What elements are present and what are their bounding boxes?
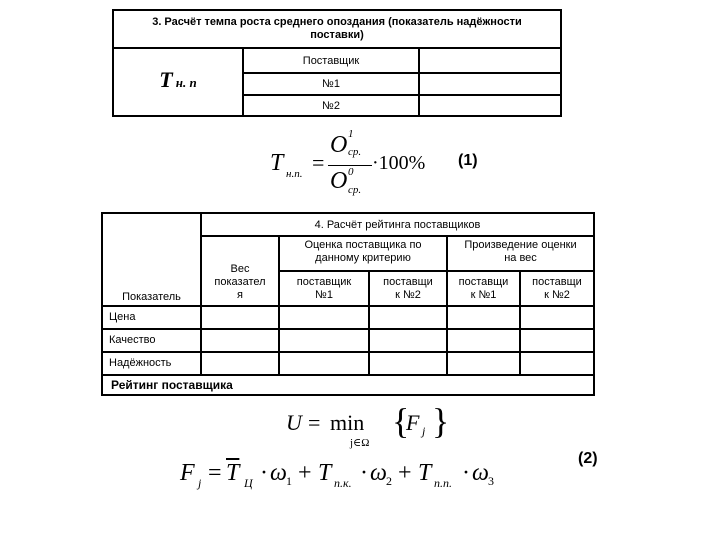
sub-col-eval-1	[280, 276, 368, 302]
formula-2-brace-open: {	[392, 401, 410, 441]
formula-2-brace-close: }	[432, 401, 450, 441]
formula-2-w1: ω	[270, 460, 287, 486]
sub-col-eval-1-line-1: поставщик	[296, 276, 352, 288]
formula-2-f-sub: j	[422, 424, 426, 438]
formula-2-number: (2)	[578, 450, 598, 467]
sub-col-eval-2	[370, 276, 446, 302]
sub-col-eval-1-line-2: №1	[315, 289, 333, 301]
table-2-title: 4. Расчёт рейтинга поставщиков	[314, 219, 481, 231]
formula-2-plus-2: +	[398, 460, 412, 486]
table-2-hline	[200, 235, 593, 237]
formula-2-dot-2: ·	[360, 460, 368, 486]
col-weight-line-1: Вес	[230, 263, 250, 275]
group-product-line-1: Произведение оценки	[464, 239, 577, 251]
sub-col-product-1-line-1: поставщи	[458, 276, 509, 288]
sub-col-product-1-line-2: к №1	[470, 289, 497, 301]
formula-2-f: F	[406, 410, 420, 435]
table-1-title-line-1: 3. Расчёт темпа роста среднего опоздания (показатель надёжности	[152, 16, 522, 28]
formula-2-u: U	[286, 410, 302, 435]
row-label-main: T	[159, 67, 173, 92]
formula-1-num-sup: 1	[348, 128, 354, 140]
table-1-hline	[242, 72, 560, 74]
formula-2-t3: T	[418, 460, 432, 486]
table-1-title-line-2: поставки)	[310, 29, 364, 41]
sub-col-product-1	[448, 276, 519, 302]
formula-2-w3-sub: 3	[488, 474, 494, 488]
group-eval-line-1: Оценка поставщика по	[304, 239, 422, 251]
formula-2-w2: ω	[370, 460, 387, 486]
row-reliability: Надёжность	[109, 357, 172, 369]
row-label-tnp	[114, 67, 242, 92]
formula-1-den-sup: 0	[348, 166, 354, 178]
formula-1-num-letter: O	[330, 132, 348, 158]
formula-1-num-sub: ср.	[348, 146, 362, 158]
col-weight-line-3: я	[237, 289, 243, 301]
table-1-hline	[114, 47, 560, 49]
table-1-title	[114, 16, 560, 42]
formula-2-line-1	[286, 401, 466, 450]
formula-2-w1-sub: 1	[286, 474, 292, 488]
table-2-hline	[278, 270, 593, 272]
formula-2-dot-3: ·	[462, 460, 470, 486]
table-1-hline	[242, 94, 560, 96]
formula-2-min: min	[330, 410, 365, 435]
formula-2-t3-sub: п.п.	[434, 476, 452, 490]
formula-2-fj: F	[180, 460, 195, 486]
formula-2-t1: $\overline{T}$	[226, 460, 240, 486]
row-price: Цена	[109, 311, 136, 323]
group-eval-line-2: данному критерию	[315, 252, 411, 264]
sub-col-eval-2-line-1: поставщи	[383, 276, 433, 288]
formula-2-plus-1: +	[298, 460, 312, 486]
col-weight-line-2: показател	[214, 276, 266, 288]
col-indicator: Показатель	[122, 291, 181, 303]
row-label-sub: н. п	[175, 75, 197, 90]
formula-2-eq: =	[208, 460, 222, 486]
formula-2-w2-sub: 2	[386, 474, 392, 488]
formula-1-lhs: T	[270, 150, 284, 176]
formula-1-number: (1)	[458, 152, 478, 169]
formula-1	[268, 124, 438, 208]
row-quality: Качество	[109, 334, 156, 346]
sub-col-product-2	[521, 276, 593, 302]
formula-2-w3: ω	[472, 460, 489, 486]
formula-2-t2-sub: п.к.	[334, 476, 352, 490]
formula-1-tail: ·100%	[372, 152, 426, 174]
col-weight	[202, 263, 278, 302]
row-supplier-1: №1	[322, 78, 340, 90]
rating-label: Рейтинг поставщика	[111, 378, 233, 392]
sub-col-eval-2-line-2: к №2	[395, 289, 421, 301]
formula-2-line-2	[180, 456, 560, 496]
formula-2-t2: T	[318, 460, 332, 486]
formula-1-den-letter: O	[330, 168, 348, 194]
group-product-line-2: на вес	[504, 252, 537, 264]
group-product-header	[448, 239, 593, 265]
table-2	[101, 212, 595, 396]
table-1-vline	[418, 47, 420, 115]
sub-col-product-2-line-2: к №2	[544, 289, 570, 301]
table-2-hline	[103, 374, 593, 376]
sub-col-product-2-line-1: поставщи	[532, 276, 582, 288]
formula-1-equals: =	[312, 150, 325, 175]
formula-2-fj-sub: j	[198, 476, 202, 490]
table-1	[112, 9, 562, 117]
formula-2-equals: =	[308, 410, 321, 435]
formula-2-dot-1: ·	[260, 460, 268, 486]
formula-2-under: j∈Ω	[350, 437, 370, 449]
formula-2-t1-sub: Ц	[244, 476, 253, 490]
group-eval-header	[280, 239, 446, 265]
formula-1-lhs-sub: н.п.	[286, 168, 303, 180]
supplier-header: Поставщик	[302, 55, 360, 67]
formula-1-den-sub: ср.	[348, 184, 362, 196]
row-supplier-2: №2	[322, 100, 340, 112]
